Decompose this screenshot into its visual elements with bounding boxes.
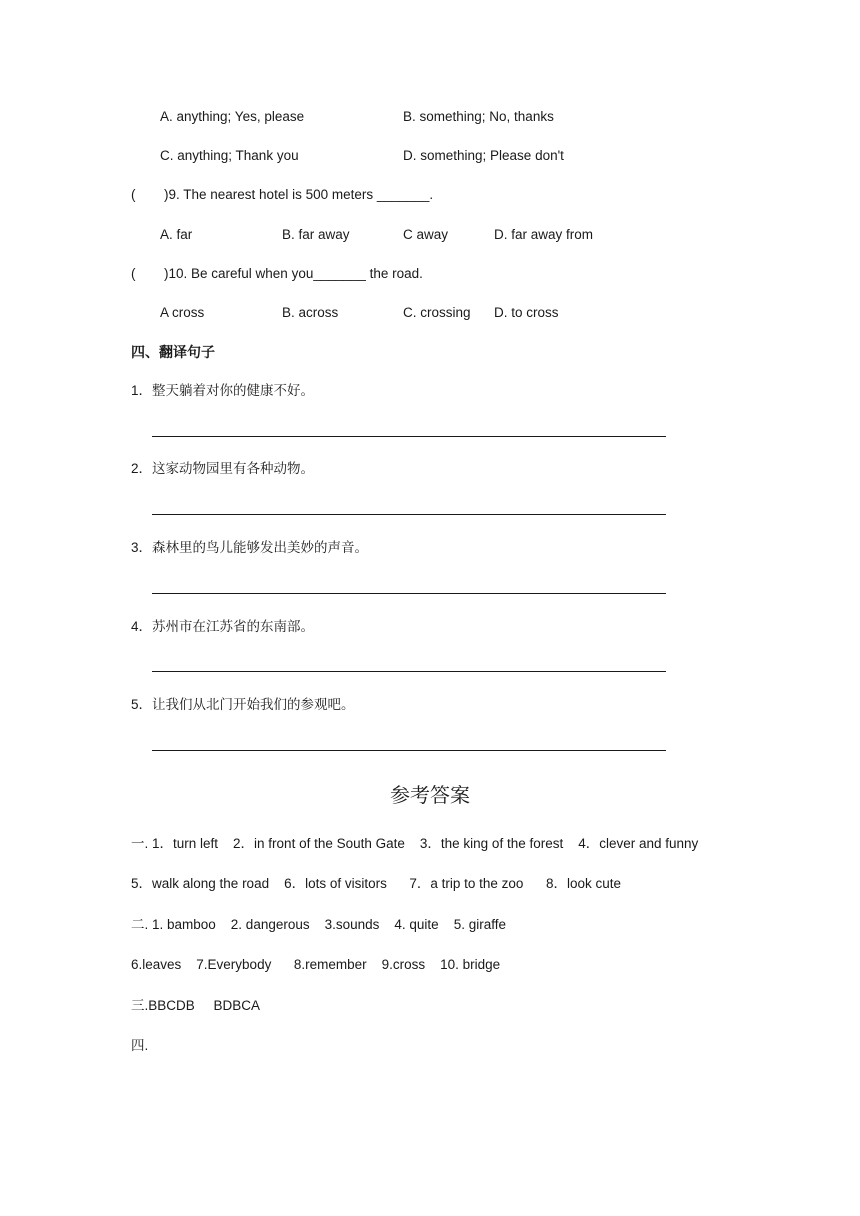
q9-option-c: C away [403, 227, 449, 242]
answer-line-3: 二. 1. bamboo 2. dangerous 3.sounds 4. quite 5. giraffe [131, 917, 506, 932]
q9-option-d: D. far away from [494, 227, 594, 242]
answer-blank-3[interactable] [152, 593, 666, 594]
answer-line-5: 三.BBCDB BDBCA [131, 998, 261, 1013]
q9-stem: )9. The nearest hotel is 500 meters _______. [164, 187, 434, 202]
item-number: 2． [131, 461, 153, 476]
q10-answer-paren: ( [131, 266, 136, 281]
item-text: 苏州市在江苏省的东南部。 [152, 619, 315, 635]
answer-key-title: 参考答案 [390, 783, 470, 807]
answer-blank-4[interactable] [152, 671, 666, 672]
q8-option-b: B. something; No, thanks [403, 109, 554, 124]
q8-option-c: C. anything; Thank you [160, 148, 299, 163]
translate-item [131, 696, 355, 714]
q10-option-c: C. crossing [403, 305, 471, 320]
q10-option-d: D. to cross [494, 305, 559, 320]
answer-blank-1[interactable] [152, 436, 666, 437]
item-number: 4． [131, 619, 153, 634]
answer-line-1: 一. 1．turn left 2．in front of the South Gate 3．the king of the forest 4．clever and funny [131, 836, 699, 851]
item-text: 让我们从北门开始我们的参观吧。 [152, 697, 355, 713]
item-number: 1． [131, 383, 153, 398]
q9-option-b: B. far away [282, 227, 350, 242]
q9-option-a: A. far [160, 227, 193, 242]
answer-line-2: 5．walk along the road 6．lots of visitors 7．a trip to the zoo 8．look cute [131, 876, 621, 891]
q10-option-a: A cross [160, 305, 205, 320]
q10-option-b: B. across [282, 305, 339, 320]
q10-stem: )10. Be careful when you_______ the road. [164, 266, 423, 281]
answer-blank-5[interactable] [152, 750, 666, 751]
item-number: 3． [131, 540, 153, 555]
answer-blank-2[interactable] [152, 514, 666, 515]
item-text: 这家动物园里有各种动物。 [152, 461, 315, 477]
q8-option-a: A. anything; Yes, please [160, 109, 305, 124]
q8-option-d: D. something; Please don't [403, 148, 564, 163]
q9-answer-paren: ( [131, 187, 136, 202]
item-text: 森林里的鸟儿能够发出美妙的声音。 [152, 540, 369, 556]
item-text: 整天躺着对你的健康不好。 [152, 383, 315, 399]
answer-line-6: 四. [131, 1038, 149, 1053]
answer-line-4: 6.leaves 7.Everybody 8.remember 9.cross 10. bridge [131, 957, 501, 972]
translate-item [131, 618, 314, 636]
translate-item [131, 539, 368, 557]
item-number: 5． [131, 697, 153, 712]
section-heading-translate: 四、翻译句子 [131, 344, 215, 360]
translate-item [131, 382, 314, 400]
translate-item [131, 460, 314, 478]
